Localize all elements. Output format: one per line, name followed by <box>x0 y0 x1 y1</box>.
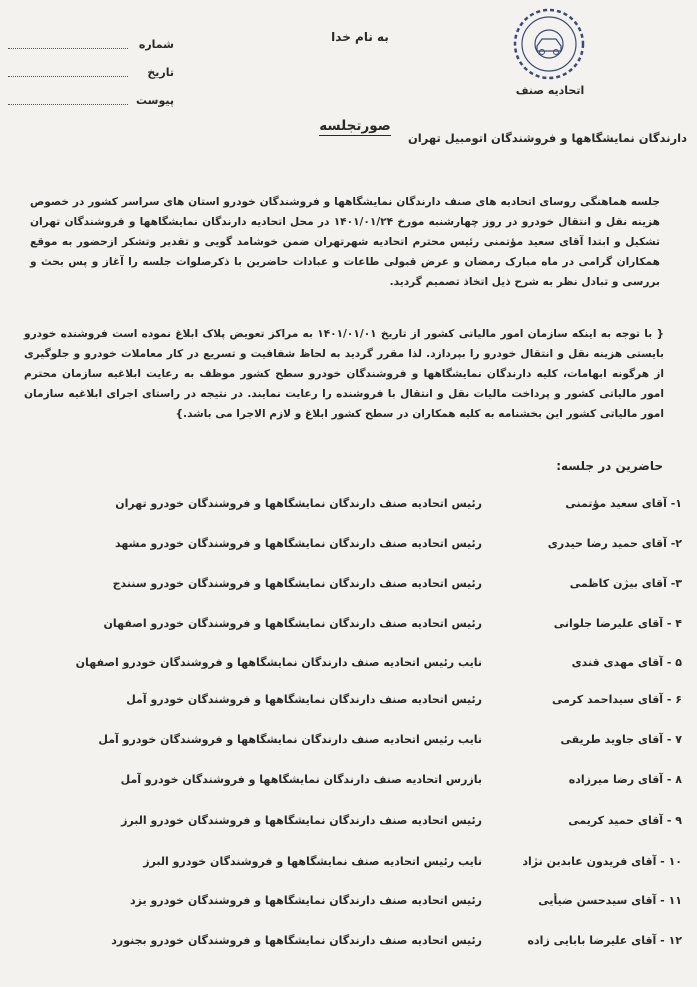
attendee-row <box>40 855 682 877</box>
decision-paragraph: { با توجه به اینکه سازمان امور مالیاتی کشور از تاریخ ۱۴۰۱/۰۱/۰۱ به مراکز تعویض پلاک ابلاغ نموده است فروشنده خودرو بایستی هزینه نقل و انتقال خودرو را بپردازد. لذا مقرر گردید به لحاظ شفافیت و تسریع در کار معاملات خودرو و جلوگیری از هرگونه ابهامات، کلیه دارندگان نمایشگاهها و فروشندگان خودرو سطح کشور موظف به رعایت ابلاغیه سازمان محترم امور مالیاتی کشور و پرداخت مالیات نقل و انتقال با فروشنده را رعایت نمایند. در نتیجه در راستای اجرای ابلاغیه سازمان امور مالیاتی کشور این بخشنامه به کلیه همکاران در سطح کشور ابلاغ و لازم الاجرا می باشد.} <box>24 328 664 420</box>
attendee-position: رئیس اتحادیه صنف دارندگان نمایشگاهها و فروشندگان خودرو آمل <box>126 693 482 706</box>
union-subtitle: دارندگان نمایشگاهها و فروشندگان اتومبیل تهران <box>407 131 687 145</box>
attendee-row <box>40 894 682 916</box>
attendee-position: رئیس اتحادیه صنف دارندگان نمایشگاهها و فروشندگان خودرو مشهد <box>115 537 482 550</box>
meta-date <box>8 66 188 82</box>
meta-number <box>8 38 188 54</box>
attendee-row <box>40 693 682 715</box>
attendee-position: نایب رئیس اتحادیه صنف نمایشگاهها و فروشندگان خودرو البرز <box>143 855 482 868</box>
attendee-position: رئیس اتحادیه صنف دارندگان نمایشگاهها و فروشندگان خودرو بجنورد <box>111 934 482 947</box>
basmala-heading: به نام خدا <box>331 30 389 44</box>
date-dotted-line <box>8 76 128 77</box>
attendee-name: ۵ - آقای مهدی قندی <box>571 656 682 669</box>
number-label: شماره <box>138 38 174 51</box>
union-title: اتحادیه صنف <box>515 84 585 97</box>
attendee-position: رئیس اتحادیه صنف دارندگان نمایشگاهها و فروشندگان خودرو تهران <box>115 497 482 510</box>
attendee-position: بازرس اتحادیه صنف دارندگان نمایشگاهها و فروشندگان خودرو آمل <box>120 773 482 786</box>
document-title <box>290 118 420 134</box>
attendee-name: ۱۱ - آقای سیدحسن ضیأیی <box>538 894 682 907</box>
attendee-position: رئیس اتحادیه صنف دارندگان نمایشگاهها و فروشندگان خودرو یزد <box>130 894 482 907</box>
seal-icon <box>511 6 587 82</box>
attendee-name: ۲- آقای حمید رضا حیدری <box>547 537 682 550</box>
attendee-position: رئیس اتحادیه صنف دارندگان نمایشگاهها و فروشندگان خودرو اصفهان <box>103 617 482 630</box>
attachment-dotted-line <box>8 104 128 105</box>
attachment-label: پیوست <box>136 94 174 107</box>
attendee-row <box>40 497 682 519</box>
attendee-name: ۷ - آقای جاوید طریقی <box>560 733 682 746</box>
attendee-row <box>40 773 682 795</box>
attendee-name: ۱۰ - آقای فریدون عابدین نژاد <box>522 855 682 868</box>
attendee-row <box>40 934 682 956</box>
document-title-text: صورتجلسه <box>319 118 391 134</box>
attendee-name: ۱۲ - آقای علیرضا بابایی زاده <box>527 934 682 947</box>
attendee-row <box>40 577 682 599</box>
attendee-name: ۴ - آقای علیرضا جلوانی <box>553 617 682 630</box>
attendee-row <box>40 814 682 836</box>
meta-attachment <box>8 94 188 110</box>
attendee-position: نایب رئیس اتحادیه صنف دارندگان نمایشگاهها و فروشندگان خودرو اصفهان <box>75 656 482 669</box>
attendee-name: ۱- آقای سعید مؤتمنی <box>565 497 682 510</box>
attendees-heading: حاضرین در جلسه: <box>556 459 663 473</box>
attendee-position: رئیس اتحادیه صنف دارندگان نمایشگاهها و فروشندگان خودرو سنندج <box>112 577 482 590</box>
date-label: تاریخ <box>147 66 174 79</box>
attendee-row <box>40 537 682 559</box>
attendee-position: رئیس اتحادیه صنف دارندگان نمایشگاهها و فروشندگان خودرو البرز <box>121 814 482 827</box>
attendee-position: نایب رئیس اتحادیه صنف دارندگان نمایشگاهها و فروشندگان خودرو آمل <box>98 733 482 746</box>
union-seal-logo <box>511 6 587 82</box>
attendee-name: ۳- آقای بیژن کاظمی <box>569 577 682 590</box>
intro-paragraph: جلسه هماهنگی روسای اتحادیه های صنف دارندگان نمایشگاهها و فروشندگان خودرو استان های سراسر کشور در خصوص هزینه نقل و انتقال خودرو در روز چهارشنبه مورخ ۱۴۰۱/۰۱/۲۴ در محل اتحادیه دارندگان نمایشگاهها و فروشندگان تهران تشکیل و ابتدا آقای سعید مؤتمنی رئیس محترم اتحادیه شهرتهران ضمن خوشامد گویی و تقدیر وتشکر ازحضور به موقع همکاران گرامی در ماه مبارک رمضان و عرض قبولی طاعات و عبادات حاضرین با ذکرصلوات جلسه را آغاز و پس بحث و بررسی و تبادل نظر به شرح ذیل اتخاذ تصمیم گردید. <box>30 196 660 288</box>
attendee-name: ۶ - آقای سیداحمد کرمی <box>551 693 682 706</box>
attendee-row <box>40 656 682 678</box>
number-dotted-line <box>8 48 128 49</box>
attendee-row <box>40 733 682 755</box>
attendee-name: ۸ - آقای رضا میرزاده <box>568 773 682 786</box>
attendee-name: ۹ - آقای حمید کریمی <box>568 814 682 827</box>
attendee-row <box>40 617 682 639</box>
